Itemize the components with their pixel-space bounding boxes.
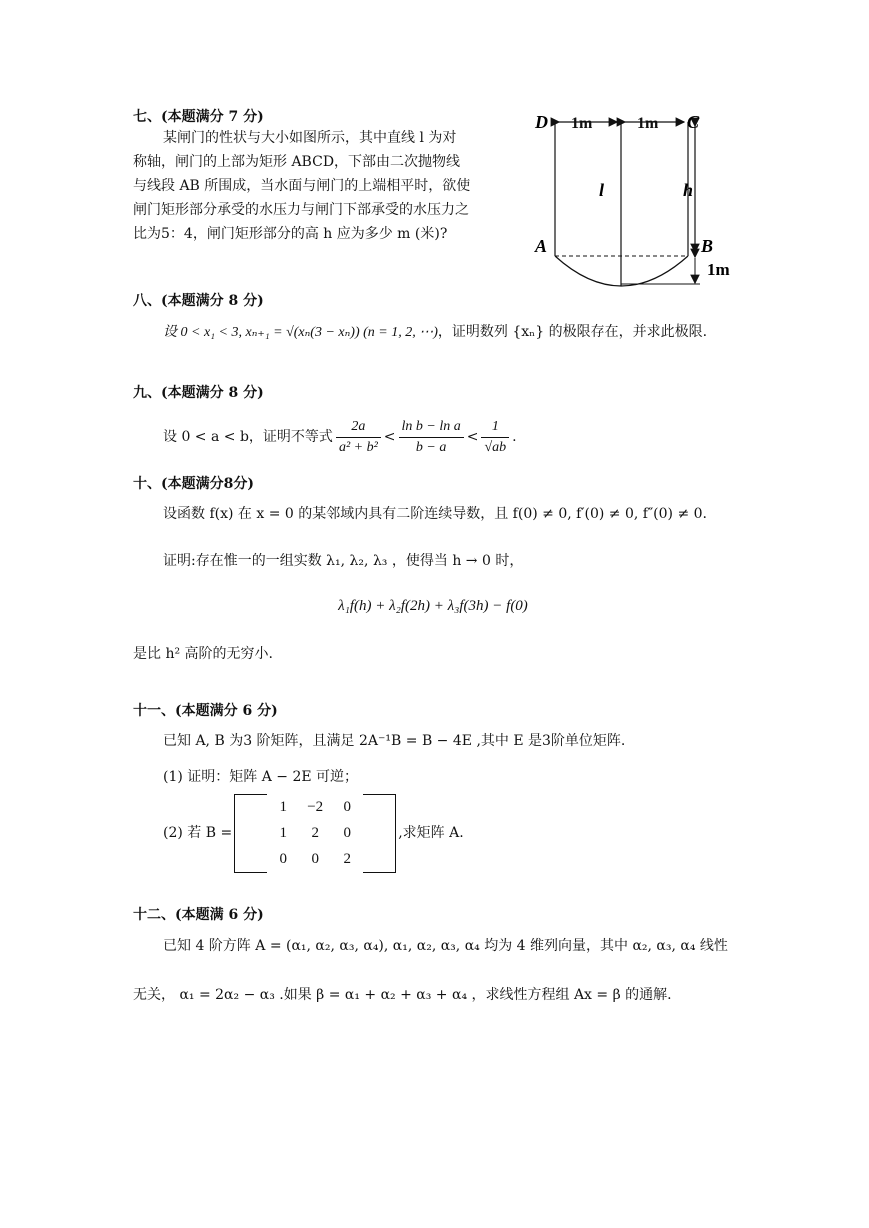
label-d: D	[535, 112, 548, 132]
matrix-left-bracket	[235, 794, 268, 872]
q9-frac1-num: 2a	[336, 417, 381, 438]
q9-text: 设 0 < a < b，证明不等式 $\frac{2a}{\text{a² + b²}}$ < $\frac{\text{ln b − ln a}}{b - a}$ < $\frac{1}{√ab}$ .	[163, 412, 517, 462]
matrix-cell: 0	[343, 825, 351, 841]
q9-frac2-num: ln b − ln a	[399, 417, 464, 438]
q11-heading: 十一、(本题满分 6 分)	[133, 703, 278, 719]
label-a: A	[535, 236, 548, 256]
q12-line-2: 无关， α₁ = 2α₂ − α₃ .如果 β = α₁ + α₂ + α₃ + α₄ ，求线性方程组 Ax = β 的通解.	[133, 987, 672, 1003]
matrix-b	[234, 794, 396, 873]
matrix-cell: 2	[343, 851, 351, 867]
label-b: B	[701, 236, 714, 256]
q10-heading: 十、(本题满分8分)	[133, 476, 254, 492]
q7-line-4: 闸门矩形部分承受的水压力与闸门下部承受的水压力之	[133, 202, 469, 218]
bottom-dim: 1m	[707, 260, 730, 279]
q10-line-1: 设函数 f(x) 在 x = 0 的某邻域内具有二阶连续导数，且 f(0) ≠ 0, f′(0) ≠ 0, f″(0) ≠ 0.	[163, 506, 707, 522]
q11-part2-suffix: ,求矩阵 A.	[398, 825, 464, 841]
matrix-right-bracket	[363, 794, 396, 872]
gate-figure	[525, 108, 755, 288]
q8-heading: 八、(本题满分 8 分)	[133, 293, 264, 309]
q11-part-1: (1) 证明：矩阵 A − 2E 可逆；	[163, 769, 359, 785]
q10-line-3: 是比 h² 高阶的无穷小.	[133, 646, 273, 662]
q12-heading: 十二、(本题满 6 分)	[133, 907, 264, 923]
q8-formula: 设 0 < x₁ < 3, xₙ₊₁ = √(xₙ(3 − xₙ)) (n = 1, 2, ⋯)	[163, 325, 438, 340]
q9-fraction-2	[399, 417, 464, 458]
matrix-cell: 0	[311, 851, 319, 867]
q9-heading: 九、(本题满分 8 分)	[133, 385, 264, 401]
matrix-cell: 2	[311, 825, 319, 841]
matrix-cell: 0	[279, 851, 287, 867]
q9-frac3-den: √ab	[484, 439, 507, 455]
q7-line-5: 比为5：4，闸门矩形部分的高 h 应为多少 m (米)?	[133, 226, 448, 242]
label-l: l	[599, 180, 605, 200]
matrix-cell: 1	[279, 825, 287, 841]
q11-part-2	[163, 796, 464, 870]
q9-fraction-1	[336, 417, 381, 458]
top-left-dim: 1m	[571, 115, 593, 132]
label-c: C	[687, 112, 700, 132]
q7-line-2: 称轴，闸门的上部为矩形 ABCD，下部由二次抛物线	[133, 154, 461, 170]
matrix-cell: 1	[279, 799, 287, 815]
q10-formula: λ₁f(h) + λ₂f(2h) + λ₃f(3h) − f(0)	[338, 598, 528, 614]
q12-line-1: 已知 4 阶方阵 A = (α₁, α₂, α₃, α₄), α₁, α₂, α₃, α₄ 均为 4 维列向量，其中 α₂, α₃, α₄ 线性	[163, 938, 728, 954]
matrix-cell: −2	[307, 799, 324, 815]
q9-frac3-num: 1	[481, 417, 509, 438]
q9-fraction-3	[481, 417, 509, 458]
q9-prefix: 设 0 < a < b，证明不等式	[163, 429, 333, 445]
top-right-dim: 1m	[637, 115, 659, 132]
q9-frac2-den: b − a	[415, 439, 447, 455]
q11-line-1: 已知 A, B 为3 阶矩阵，且满足 2A⁻¹B = B − 4E ,其中 E 是3阶单位矩阵.	[163, 733, 626, 749]
q7-line-1: 某闸门的性状与大小如图所示，其中直线 l 为对	[163, 130, 457, 146]
q8-text-suffix: ，证明数列 {xₙ} 的极限存在，并求此极限.	[437, 324, 708, 340]
q7-heading: 七、(本题满分 7 分)	[133, 109, 264, 125]
label-h: h	[683, 180, 694, 200]
q9-frac1-den: a² + b²	[338, 439, 378, 455]
q7-line-3: 与线段 AB 所围成，当水面与闸门的上端相平时，欲使	[133, 178, 471, 194]
q8-text	[163, 320, 707, 345]
q10-line-2: 证明:存在惟一的一组实数 λ₁, λ₂, λ₃ ，使得当 h → 0 时，	[163, 553, 524, 569]
q11-part2-prefix: (2) 若 B =	[163, 825, 233, 841]
matrix-cell: 0	[343, 799, 351, 815]
